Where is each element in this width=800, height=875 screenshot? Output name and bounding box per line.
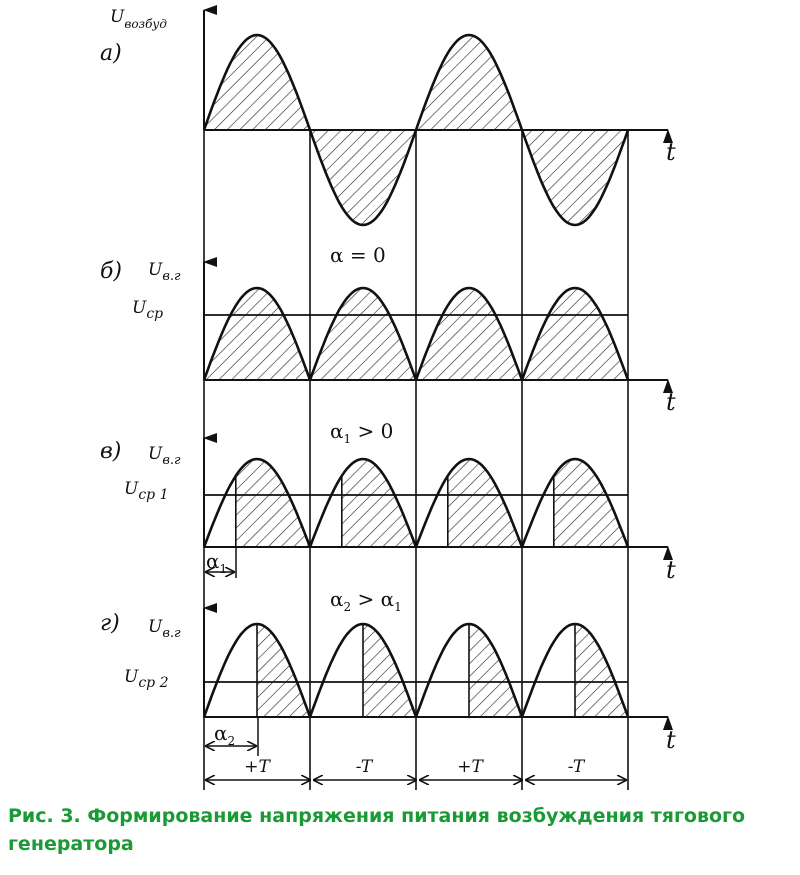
period-label-2: -T xyxy=(355,757,373,777)
panel-g-alpha-caption: $\alpha_2 > \alpha_1$ xyxy=(330,587,402,614)
period-label-1: +T xyxy=(244,757,270,777)
panel-b-hatch-3 xyxy=(416,288,522,380)
panel-v-hatch-2 xyxy=(342,459,416,547)
panel-v-letter: в) xyxy=(100,439,122,464)
panel-a-hatch-2 xyxy=(310,130,416,225)
panel-b xyxy=(100,243,676,416)
panel-v-alpha-caption: $\alpha_1 > 0$ xyxy=(330,419,394,446)
panel-b-avg-label: $U_{ср}$ xyxy=(132,298,164,322)
panel-a-letter: а) xyxy=(100,41,122,66)
panel-g-axis-label: $U_{в.г}$ xyxy=(148,617,181,641)
panel-v-hatch-1 xyxy=(236,459,310,547)
panel-a-axis-label: $U_{возбуд}$ xyxy=(110,7,167,31)
panel-g-t-label: t xyxy=(666,726,676,754)
panel-v-hatch-4 xyxy=(554,459,628,547)
panel-b-hatch-2 xyxy=(310,288,416,380)
panel-v-alpha-marker: $\alpha_1$ xyxy=(206,549,228,576)
period-label-4: -T xyxy=(567,757,585,777)
panel-g-hatch-1 xyxy=(257,624,310,717)
panel-v-avg-label: $U_{ср 1}$ xyxy=(124,479,169,503)
panel-v-axis-label: $U_{в.г}$ xyxy=(148,444,181,468)
period-label-3: +T xyxy=(457,757,483,777)
panel-g-hatch-2 xyxy=(363,624,416,717)
panel-b-axis-label: $U_{в.г}$ xyxy=(148,260,181,284)
panel-a-hatch-4 xyxy=(522,130,628,225)
panel-b-hatch-1 xyxy=(204,288,310,380)
figure-caption: Рис. 3. Формирование напряжения питания возбуждения тягового генератора xyxy=(8,805,746,855)
panel-v xyxy=(100,419,676,584)
panel-v-hatch-3 xyxy=(448,459,522,547)
panel-b-t-label: t xyxy=(666,388,676,416)
panel-g-avg-label: $U_{ср 2}$ xyxy=(124,667,169,691)
panel-b-hatch-4 xyxy=(522,288,628,380)
panel-g-hatch-3 xyxy=(469,624,522,717)
panel-a-t-label: t xyxy=(666,138,676,166)
panel-g xyxy=(100,587,676,756)
panel-g-letter: г) xyxy=(100,611,120,636)
panel-a-hatch-1 xyxy=(204,35,310,130)
panel-b-alpha-caption: α = 0 xyxy=(330,243,386,267)
panel-b-letter: б) xyxy=(100,259,123,284)
panel-g-alpha-marker: $\alpha_2$ xyxy=(214,721,236,748)
panel-v-t-label: t xyxy=(666,556,676,584)
panel-a-hatch-3 xyxy=(416,35,522,130)
panel-g-hatch-4 xyxy=(575,624,628,717)
panel-a xyxy=(100,7,676,225)
